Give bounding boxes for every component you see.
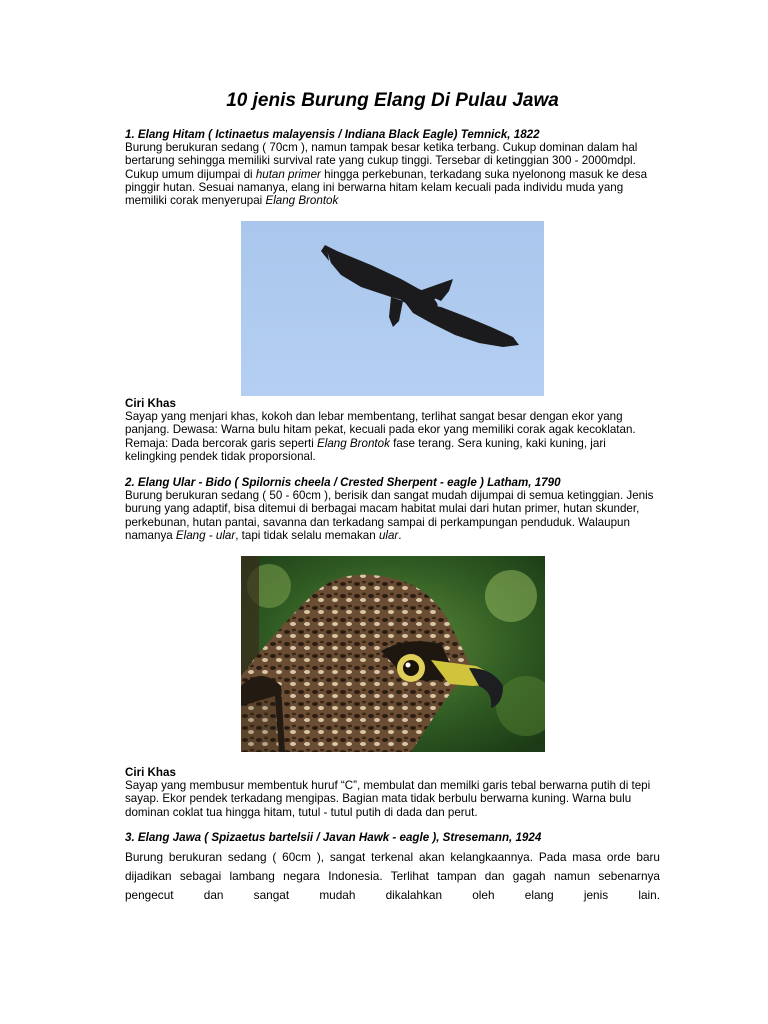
ciri-khas-text: Sayap yang menjari khas, kokoh dan lebar membentang, terlihat sangat besar dengan ekor yang panjang. Dewasa: Warna bulu hitam pekat, kecuali pada ekor yang memiliki corak agak kecoklatan. Remaja: Dada bercorak garis seperti Elang Brontok fase terang. Sera kuning, kaki kuning, jari kelingking pendek tidak proporsional. [125, 410, 636, 463]
elang-hitam-photo [241, 221, 544, 396]
section-elang-hitam-ciri [125, 397, 660, 463]
section-intro: Burung berukuran sedang ( 70cm ), namun tampak besar ketika terbang. Cukup dominan dalam hal bertarung sehingga memiliki survival rate yang cukup tinggi. Tersebar di ketinggian 300 - 2000mdpl. Cukup umum dijumpai di hutan primer hingga perkebunan, terkadang suka nyelonong masuk ke desa pinggir hutan. Sesuai namanya, elang ini berwarna hitam kelam kecuali pada individu muda yang memiliki corak menyerupai Elang Brontok [125, 141, 648, 208]
ciri-khas-text: Sayap yang membusur membentuk huruf “C”, membulat dan memilki garis tebal berwarna putih di tepi sayap. Ekor pendek terkadang mengipas. Bagian mata tidak berbulu berwarna kuning. Warna bulu dominan coklat tua hingga hitam, tutul - tutul putih di dada dan perut. [125, 779, 651, 819]
section-intro: Burung berukuran sedang ( 50 - 60cm ), berisik dan sangat mudah dijumpai di semua ketinggian. Jenis burung yang adaptif, bisa ditemui di berbagai macam habitat mulai dari hutan primer, hutan skunder, perkebunan, hutan pantai, savanna dan terkadang sampai di perkampungan penduduk. Walaupun namanya Elang - ular, tapi tidak selalu memakan ular. [125, 489, 654, 542]
ciri-khas-label: Ciri Khas [125, 766, 176, 779]
elang-ular-image [241, 556, 545, 752]
elang-ular-photo [241, 556, 545, 752]
section-intro: Burung berukuran sedang ( 60cm ), sangat terkenal akan kelangkaannya. Pada masa orde baru dijadikan sebagai lambang negara Indonesia. Terlihat tampan dan gagah namun sebenarnya pengecut dan sangat mudah dikalahkan oleh elang jenis lain. [125, 850, 660, 903]
section-heading: 2. Elang Ular - Bido ( Spilornis cheela / Crested Sherpent - eagle ) Latham, 1790 [125, 476, 561, 489]
section-heading: 1. Elang Hitam ( Ictinaetus malayensis / Indiana Black Eagle) Temnick, 1822 [125, 128, 540, 141]
section-elang-ular-ciri [125, 766, 660, 819]
ciri-khas-label: Ciri Khas [125, 397, 176, 410]
section-elang-jawa [125, 831, 660, 905]
section-elang-ular [125, 476, 660, 542]
page-title: 10 jenis Burung Elang Di Pulau Jawa [226, 90, 559, 111]
section-elang-hitam [125, 128, 660, 207]
section-heading: 3. Elang Jawa ( Spizaetus bartelsii / Javan Hawk - eagle ), Stresemann, 1924 [125, 831, 542, 844]
elang-hitam-image [241, 221, 544, 396]
